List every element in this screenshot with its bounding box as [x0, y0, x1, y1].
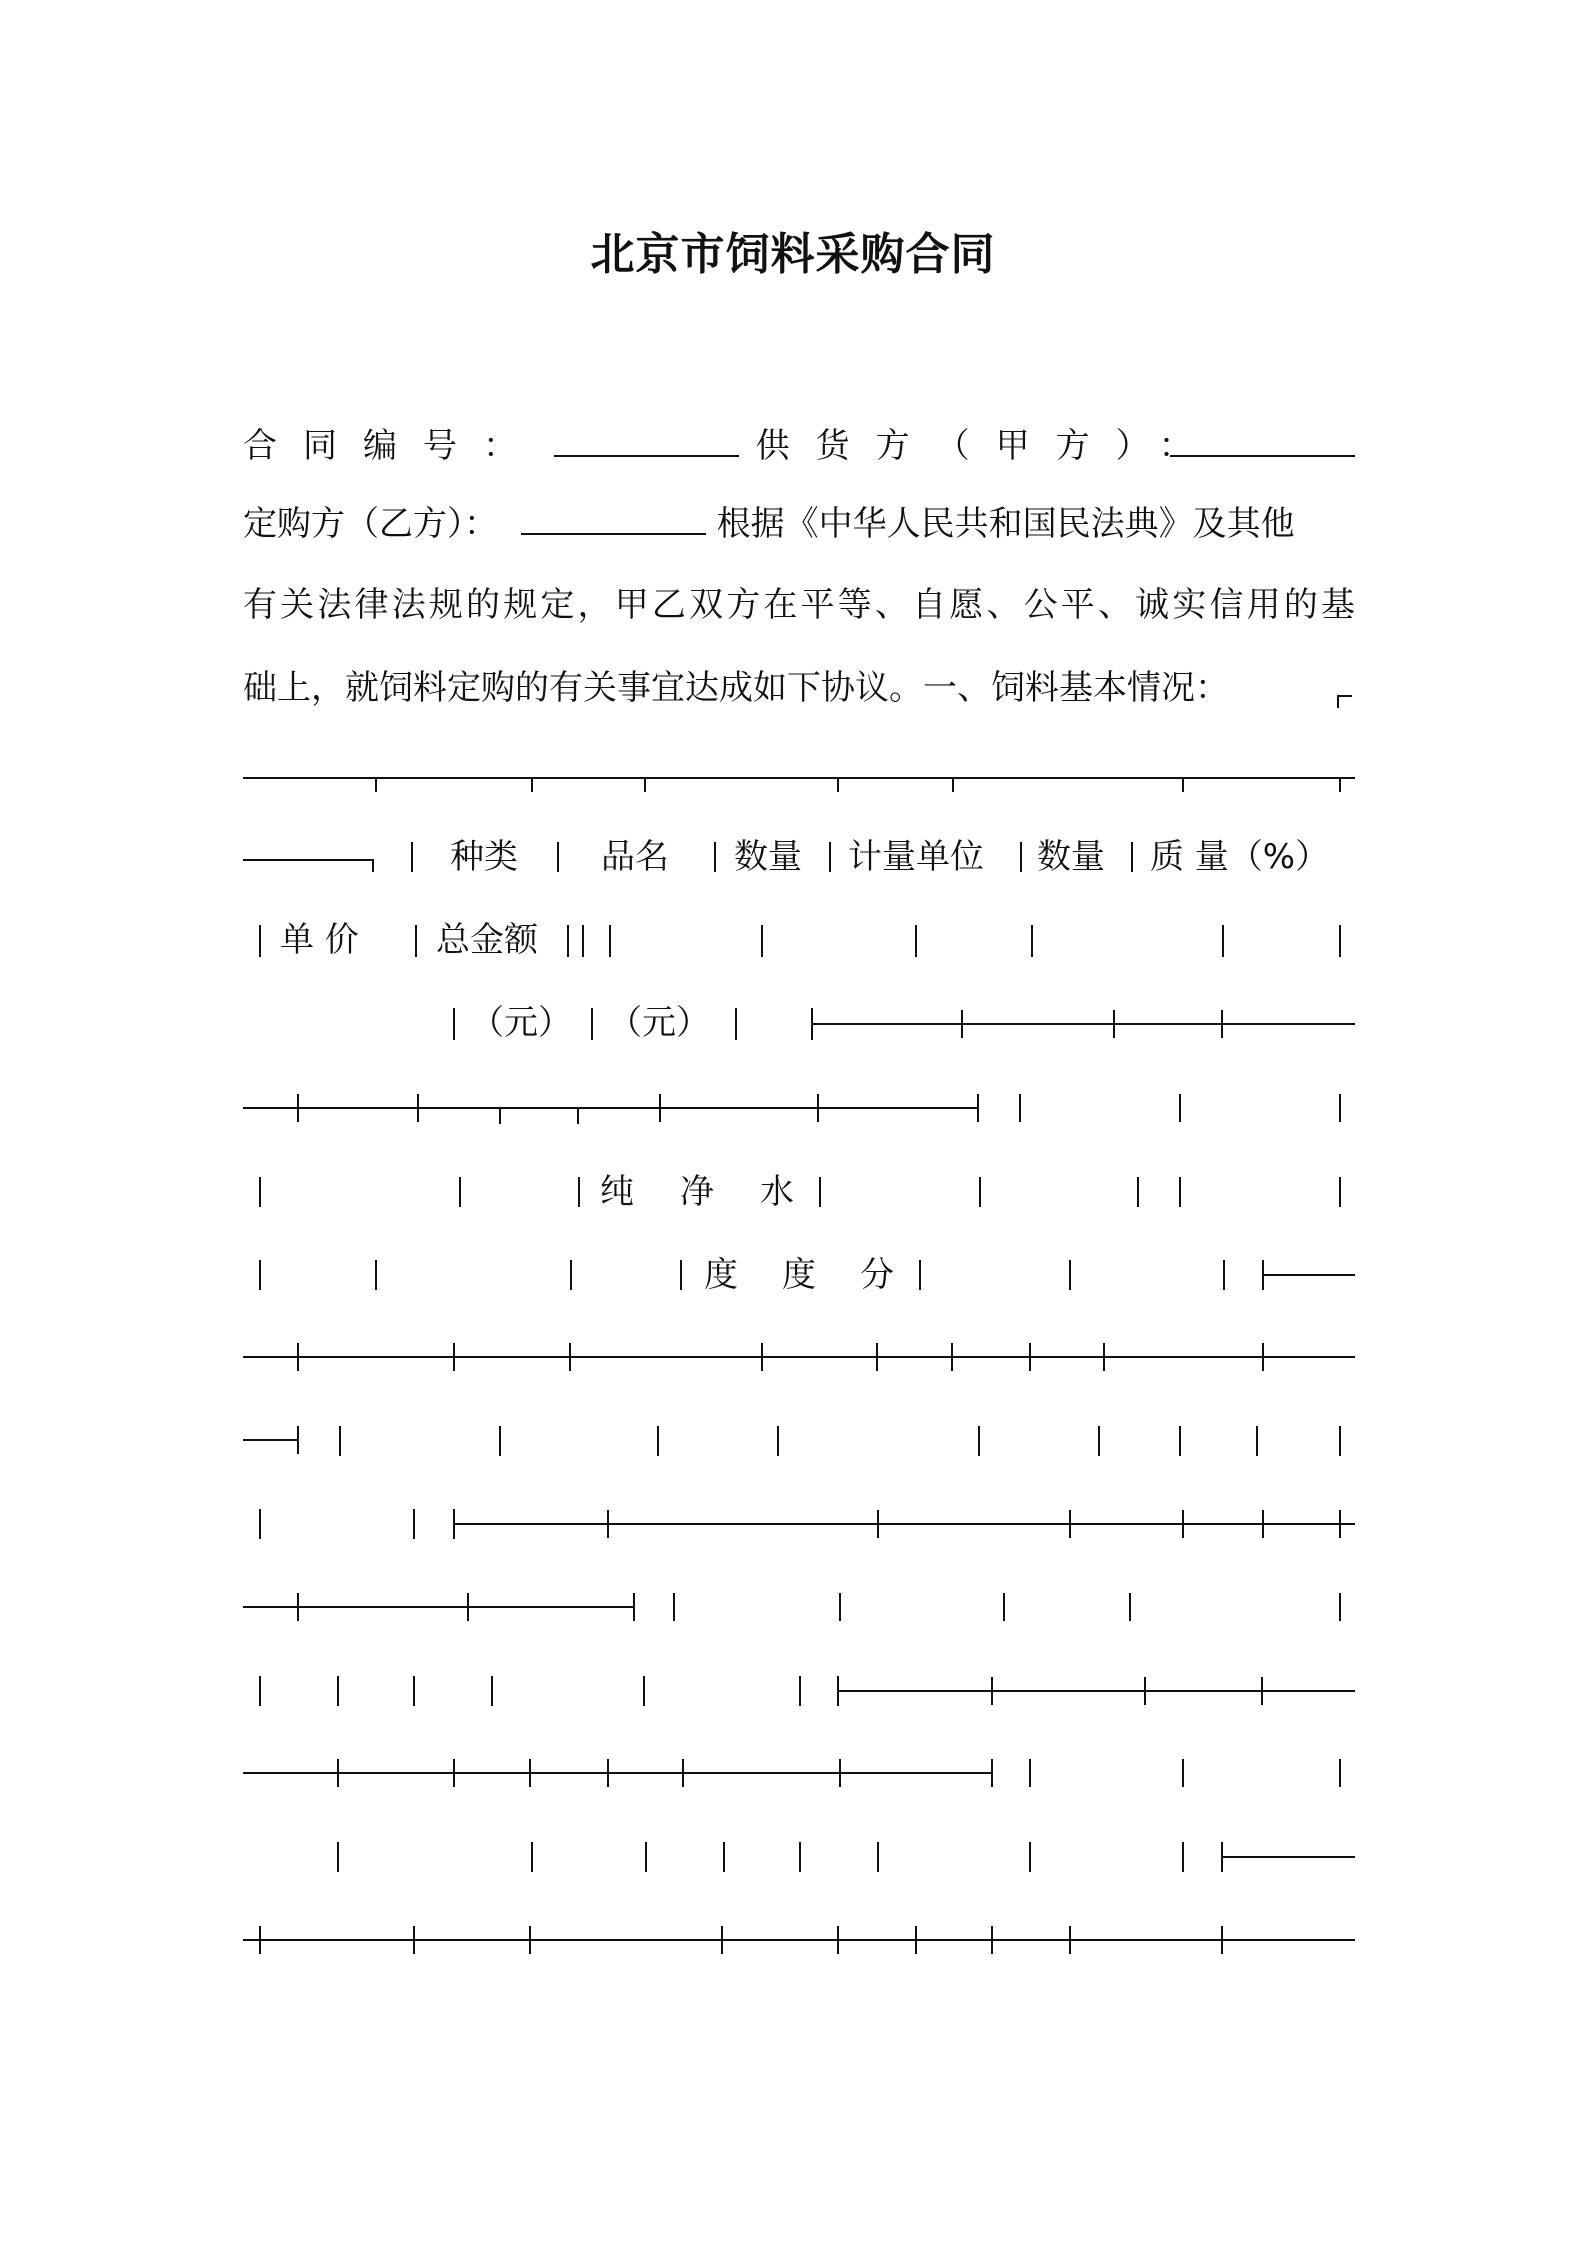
supplier-label: 供货方（甲方）： — [755, 426, 1219, 466]
header-total-unit: （元） — [608, 1003, 710, 1043]
intro-line-2: 有关法律法规的规定，甲乙双方在平等、自愿、公平、诚实信用的基 — [243, 585, 1355, 625]
header-quality: 质 量（%） — [1150, 837, 1330, 877]
header-net: 净 — [680, 1172, 714, 1212]
header-total: 总金额 — [436, 920, 538, 960]
header-price-unit: （元） — [470, 1003, 572, 1043]
header-kind: 种类 — [450, 837, 518, 877]
header-fen: 分 — [860, 1255, 894, 1295]
contract-no-label: 合同编号： — [243, 426, 543, 466]
header-degree-1: 度 — [704, 1255, 738, 1295]
intro-line-3: 础上，就饲料定购的有关事宜达成如下协议。一、饲料基本情况： — [243, 668, 1229, 708]
page-title: 北京市饲料采购合同 — [590, 229, 996, 280]
header-purity: 纯 — [600, 1172, 634, 1212]
header-unit: 计量单位 — [848, 837, 984, 877]
header-qty: 数量 — [734, 837, 802, 877]
header-water: 水 — [760, 1172, 794, 1212]
header-qty-2: 数量 — [1037, 837, 1105, 877]
intro-line-1: 根据《中华人民共和国民法典》及其他 — [716, 504, 1295, 544]
header-price: 单 价 — [280, 920, 359, 960]
header-degree-2: 度 — [782, 1255, 816, 1295]
header-name: 品名 — [601, 837, 669, 877]
buyer-label: 定购方（乙方）： — [243, 504, 498, 544]
